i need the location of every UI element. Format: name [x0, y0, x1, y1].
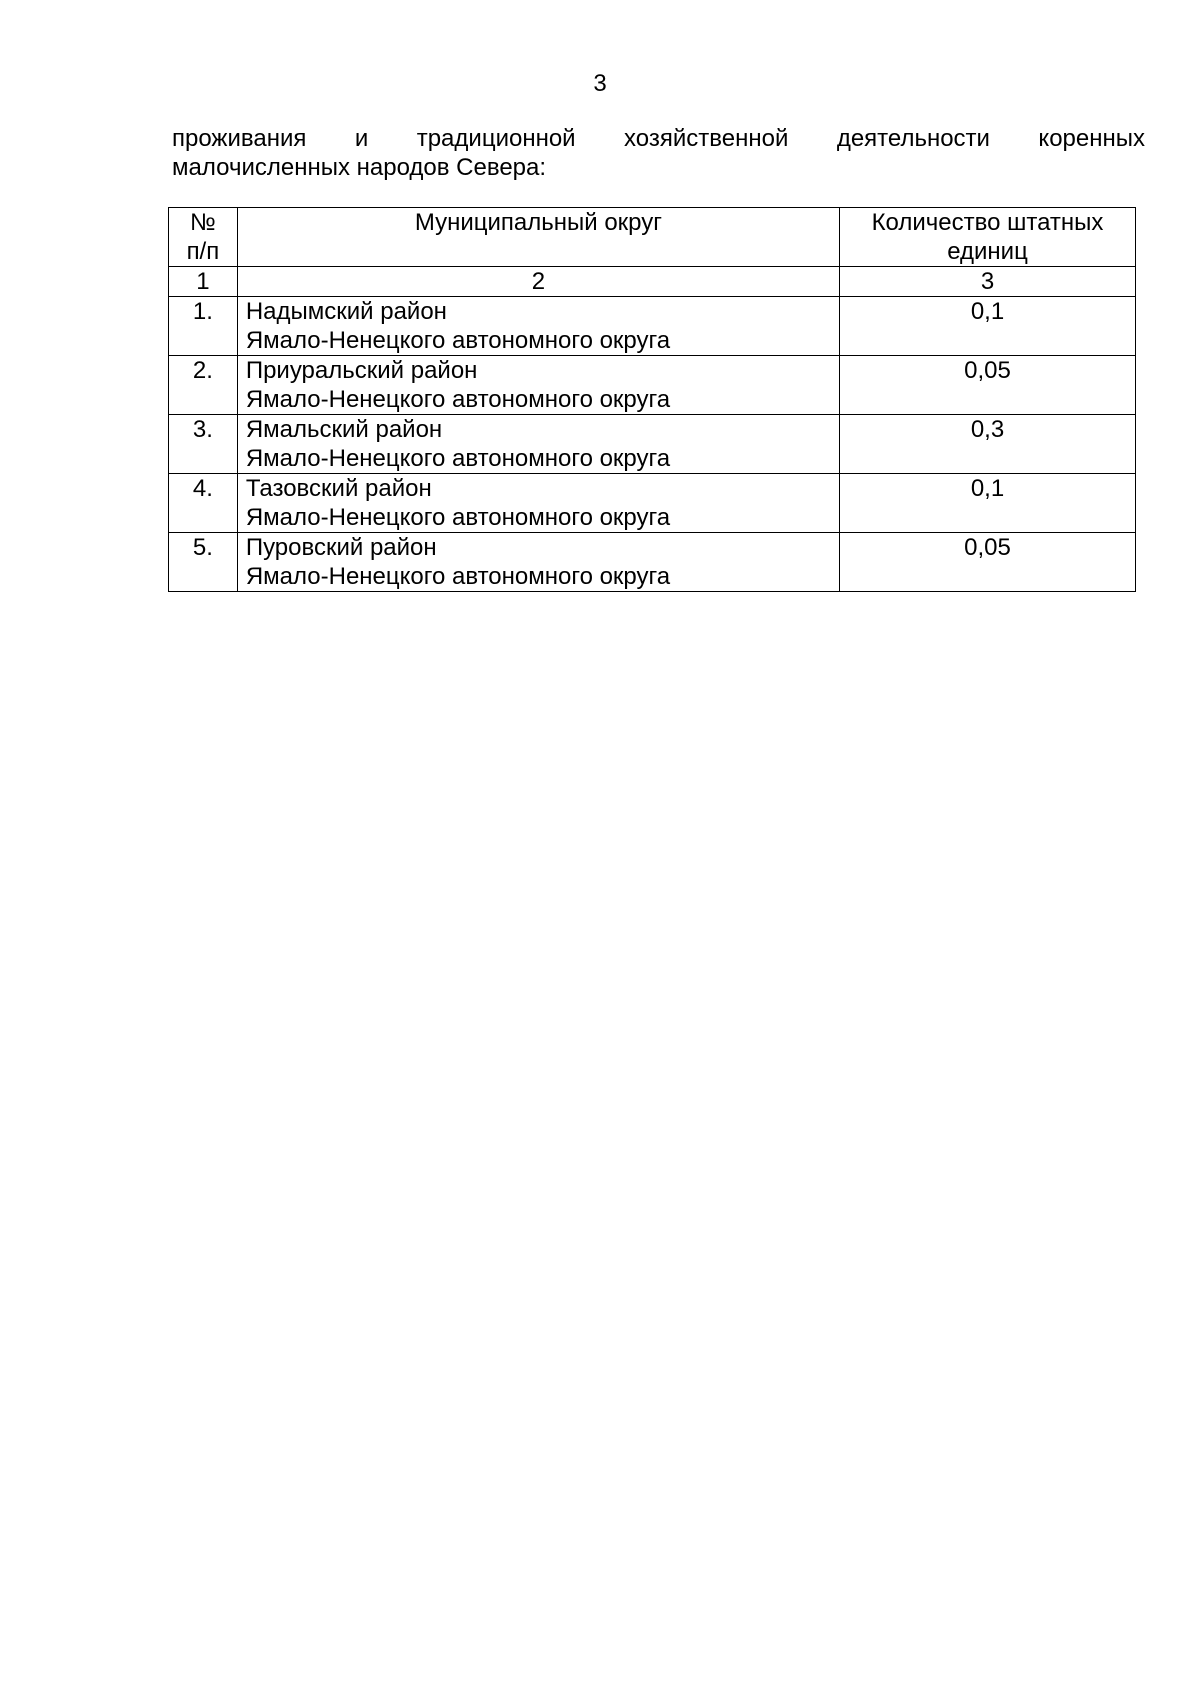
- table-row: [169, 415, 1136, 474]
- row-num: 3.: [169, 415, 238, 474]
- column-number-1: 1: [169, 267, 238, 297]
- row-district-region: Ямало-Ненецкого автономного округа: [245, 386, 671, 413]
- row-district-region: Ямало-Ненецкого автономного округа: [245, 327, 671, 354]
- intro-line-2: малочисленных народов Севера:: [172, 154, 547, 181]
- column-number-3: 3: [840, 267, 1136, 297]
- row-num: 1.: [169, 297, 238, 356]
- intro-paragraph: [172, 124, 1145, 182]
- table-row: [169, 297, 1136, 356]
- header-count: [840, 208, 1136, 267]
- row-district-name: Тазовский район: [245, 475, 432, 502]
- table-row: [169, 356, 1136, 415]
- table-row: [169, 474, 1136, 533]
- row-district-region: Ямало-Ненецкого автономного округа: [245, 563, 671, 590]
- staff-units-table: [168, 207, 1136, 592]
- row-district: [237, 297, 839, 356]
- row-district: [237, 356, 839, 415]
- header-num-line-2: п/п: [186, 238, 220, 265]
- row-count: 0,05: [840, 356, 1136, 415]
- row-district-name: Пуровский район: [245, 534, 437, 561]
- header-count-line-2: единиц: [947, 238, 1028, 265]
- row-num: 2.: [169, 356, 238, 415]
- column-number-row: [169, 267, 1136, 297]
- header-num: [169, 208, 238, 267]
- header-count-line-1: Количество штатных: [871, 209, 1104, 236]
- table-header: [169, 208, 1136, 297]
- row-count: 0,05: [840, 533, 1136, 592]
- row-count: 0,3: [840, 415, 1136, 474]
- table-body: [169, 297, 1136, 592]
- row-district-region: Ямало-Ненецкого автономного округа: [245, 445, 671, 472]
- row-district-name: Ямальский район: [245, 416, 443, 443]
- header-num-line-1: №: [190, 209, 216, 236]
- row-district-region: Ямало-Ненецкого автономного округа: [245, 504, 671, 531]
- row-num: 4.: [169, 474, 238, 533]
- header-district: Муниципальный округ: [237, 208, 839, 267]
- intro-line-1: проживания и традиционной хозяйственной деятельности коренных: [172, 125, 1145, 152]
- row-district: [237, 474, 839, 533]
- row-count: 0,1: [840, 474, 1136, 533]
- row-district: [237, 415, 839, 474]
- row-num: 5.: [169, 533, 238, 592]
- row-district-name: Надымский район: [245, 298, 447, 325]
- row-district: [237, 533, 839, 592]
- row-count: 0,1: [840, 297, 1136, 356]
- header-row: [169, 208, 1136, 267]
- row-district-name: Приуральский район: [245, 357, 478, 384]
- table-row: [169, 533, 1136, 592]
- page-number: 3: [593, 70, 607, 97]
- column-number-2: 2: [237, 267, 839, 297]
